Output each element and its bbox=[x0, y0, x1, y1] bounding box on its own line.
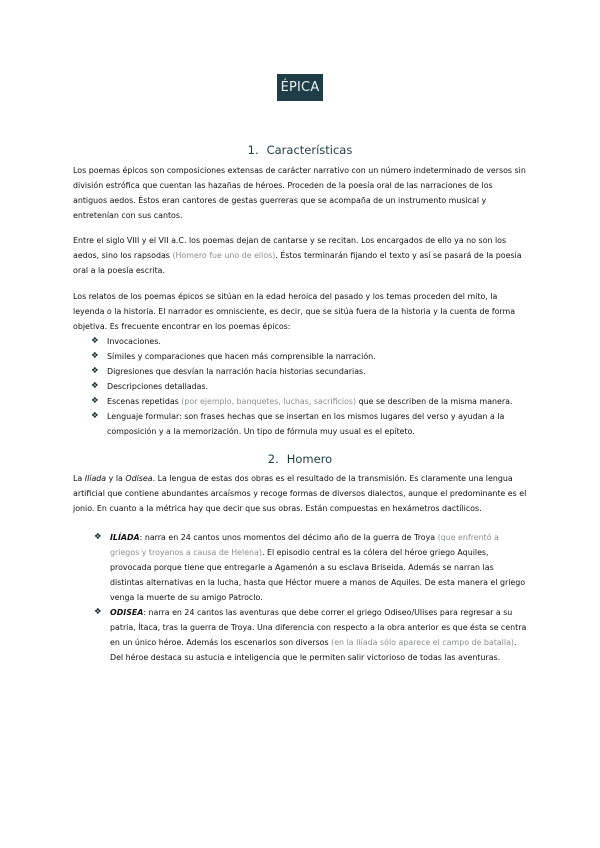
section2-works bbox=[73, 530, 529, 665]
list-item bbox=[73, 349, 529, 364]
text-run: y la bbox=[106, 474, 126, 483]
diamond-bullet-icon: ❖ bbox=[91, 381, 99, 391]
list-item-text: . El episodio central es la cólera del héroe griego Aquiles, provocada porque tiene que entregarle a Agamenón a su esclava Briseida. Además se narran las distintas alternativas en la lucha, hasta que Héctor muere a manos de Aquiles. De esta manera el griego venga la muerte de su amigo Patroclo. bbox=[110, 548, 526, 602]
diamond-bullet-icon: ❖ bbox=[94, 532, 102, 542]
list-item-text: : narra en 24 cantos unos momentos del décimo año de la guerra de Troya bbox=[139, 533, 438, 542]
title-container bbox=[0, 74, 600, 101]
text-run: Entre el siglo VIII y el VII a.C. los poemas dejan de cantarse y se recitan. Los encargados de ello ya no son los aedos, sino los rapsodas bbox=[73, 236, 507, 260]
text-run: La bbox=[73, 474, 85, 483]
paragraph-text: Los poemas épicos son composiciones extensas de carácter narrativo con un número indeterminado de versos sin división estrófica que cuentan las hazañas de héroes. Proceden de la poesía oral de las narraciones de los antiguos aedos. Éstos eran cantores de gestas guerreras que se acompaña de un instrumento musical y entretenían con sus cantos. bbox=[73, 166, 526, 220]
list-item-text: . Del héroe destaca su astucia e inteligencia que le permiten salir victorioso de todas las aventuras. bbox=[110, 638, 517, 662]
diamond-bullet-icon: ❖ bbox=[94, 607, 102, 617]
gray-note: (que enfrentó a griegos y troyanos a causa de Helena) bbox=[110, 533, 499, 557]
diamond-bullet-icon: ❖ bbox=[91, 366, 99, 376]
features-list bbox=[73, 334, 529, 439]
gray-note: (por ejemplo, banquetes, luchas, sacrificios) bbox=[181, 397, 357, 406]
paragraph-text: Los relatos de los poemas épicos se sitúan en la edad heroica del pasado y los temas proceden del mito, la leyenda o la historia. El narrador es omnisciente, es decir, que se sitúa fuera de la historia y la cuenta de forma objetiva. Es frecuente encontrar en los poemas épicos: bbox=[73, 292, 516, 331]
works-list bbox=[73, 530, 529, 665]
gray-note: (Homero fue uno de ellos) bbox=[172, 251, 276, 260]
section1-heading bbox=[0, 143, 600, 157]
text-run: . La lengua de estas dos obras es el resultado de la transmisión. Es claramente una lengua artificial que contiene abundantes arcaísmos y recoge formas de diversos dialectos, aunque el predominante es el jonio. En cuanto a la métrica hay que decir que sus obras. Están compuestas en hexámetros dactílicos. bbox=[73, 474, 527, 513]
section2-number: 2. bbox=[267, 452, 279, 466]
italic-title: Ilíada bbox=[84, 474, 107, 483]
work-label: ILÍADA bbox=[110, 533, 140, 542]
section2-title: Homero bbox=[286, 452, 333, 466]
section2-heading bbox=[0, 452, 600, 466]
list-item-text: Lenguaje formular: son frases hechas que se insertan en los mismos lugares del verso y ayudan a la composición y a la memorización. Un tipo de fórmula muy usual es el epíteto. bbox=[107, 412, 505, 436]
diamond-bullet-icon: ❖ bbox=[91, 396, 99, 406]
list-item-text: Digresiones que desvían la narración hacia historias secundarias. bbox=[107, 367, 366, 376]
list-item-text: que se describen de la misma manera. bbox=[356, 397, 513, 406]
list-item-text: Símiles y comparaciones que hacen más comprensible la narración. bbox=[107, 352, 376, 361]
page-title: ÉPICA bbox=[277, 74, 324, 101]
list-item-text: Invocaciones. bbox=[107, 337, 161, 346]
section1-paragraph-1 bbox=[73, 163, 529, 223]
diamond-bullet-icon: ❖ bbox=[91, 411, 99, 421]
list-item bbox=[73, 409, 529, 439]
section1-number: 1. bbox=[247, 143, 259, 157]
diamond-bullet-icon: ❖ bbox=[91, 351, 99, 361]
list-item bbox=[73, 364, 529, 379]
diamond-bullet-icon: ❖ bbox=[91, 336, 99, 346]
paragraph-text bbox=[73, 471, 529, 516]
paragraph-text bbox=[73, 233, 529, 278]
section1-title: Características bbox=[266, 143, 353, 157]
list-item bbox=[73, 334, 529, 349]
list-item bbox=[73, 530, 529, 605]
list-item bbox=[73, 379, 529, 394]
section1-paragraph-3 bbox=[73, 289, 529, 439]
list-item-text: : narra en 24 cantos las aventuras que debe correr el griego Odiseo/Ulises para regresar a su patria, Ítaca, tras la guerra de Troya. Una diferencia con respecto a la obra anterior es que ésta se centra en un único héroe. Además los escenarios son diversos bbox=[110, 608, 527, 647]
section1-paragraph-2 bbox=[73, 233, 529, 278]
text-run: . Éstos terminarán fijando el texto y así se pasará de la poesía oral a la poesía escrita. bbox=[73, 251, 522, 275]
list-item-text: Escenas repetidas bbox=[107, 397, 182, 406]
list-item bbox=[73, 605, 529, 665]
work-label: ODISEA bbox=[110, 608, 144, 617]
italic-title: Odisea bbox=[125, 474, 153, 483]
list-item bbox=[73, 394, 529, 409]
section2-intro bbox=[73, 471, 529, 516]
list-item-text: Descripciones detalladas. bbox=[107, 382, 209, 391]
gray-note: (en la Ilíada sólo aparece el campo de batalla) bbox=[331, 638, 514, 647]
